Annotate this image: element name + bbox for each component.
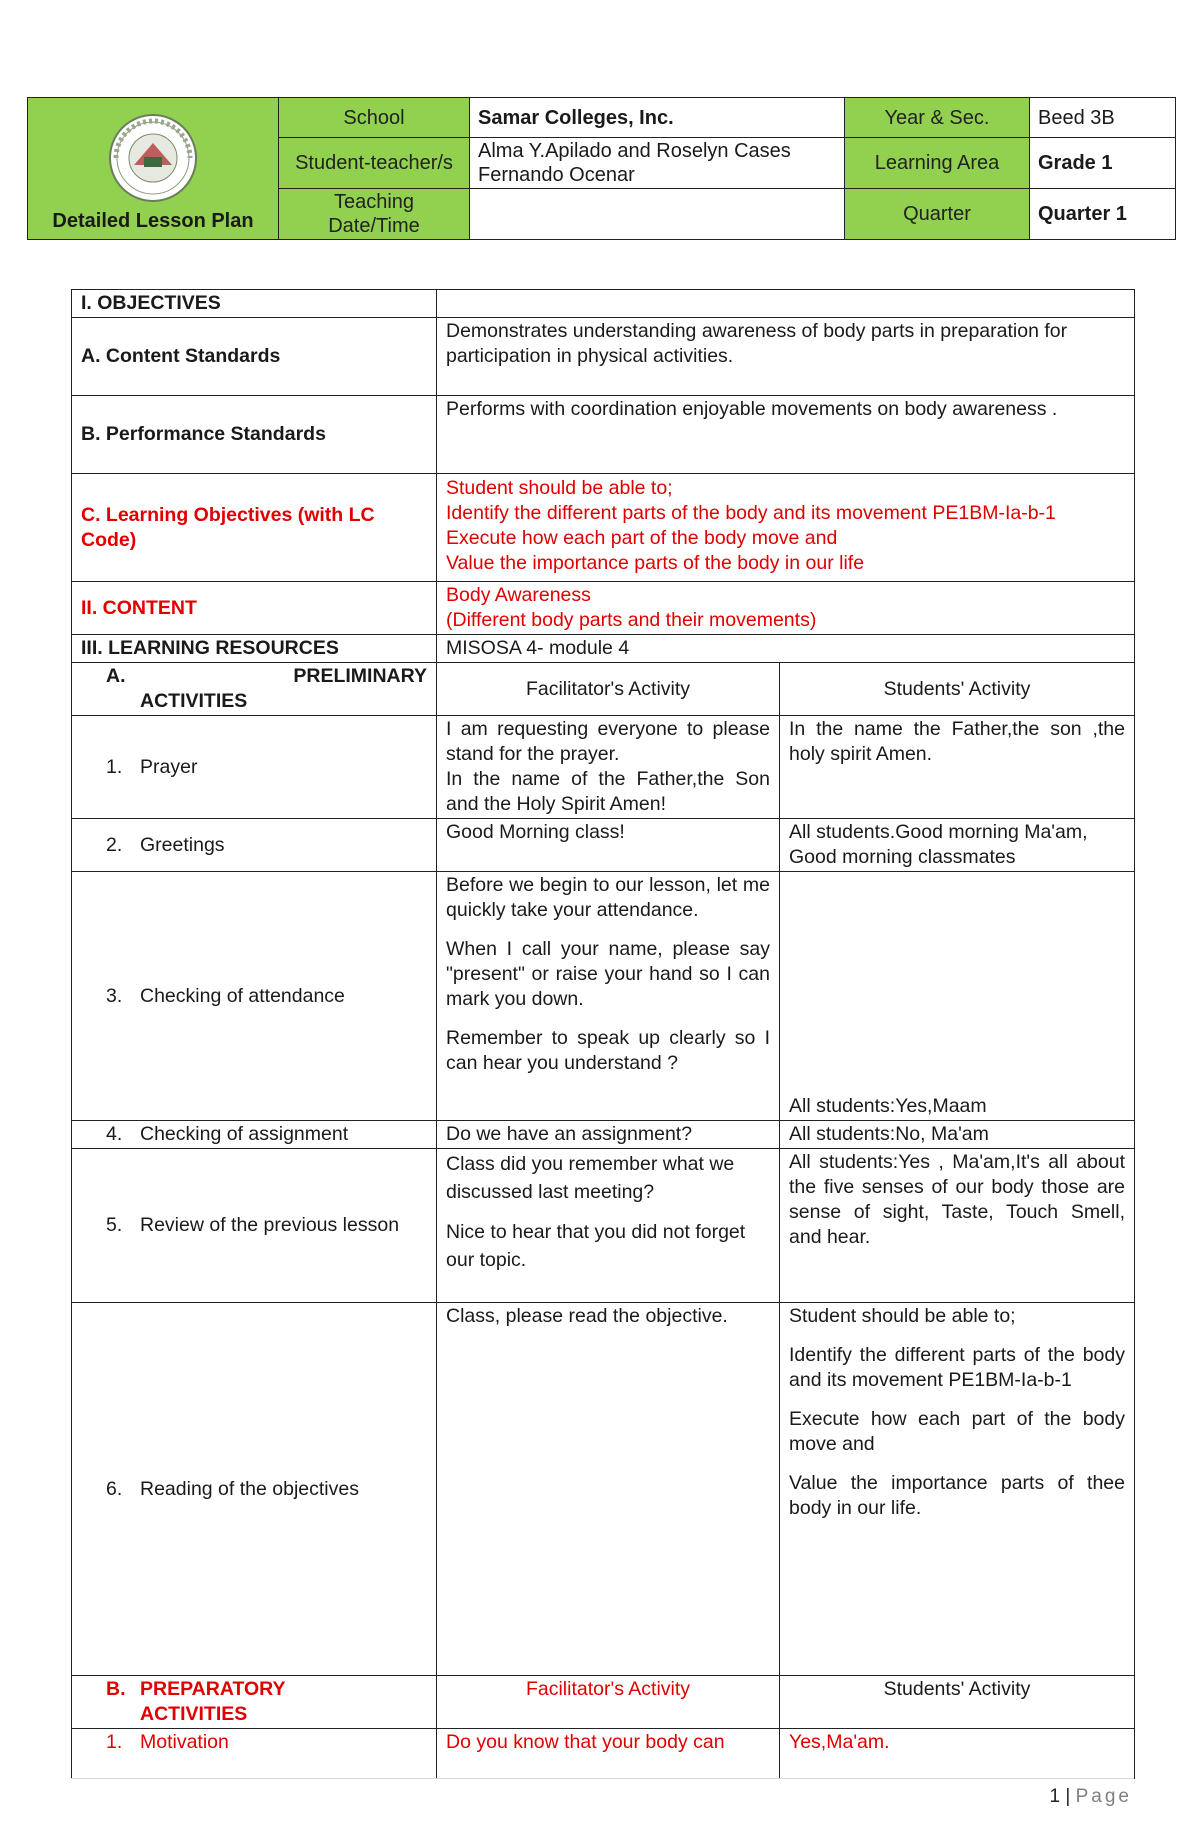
lesson-plan-header: [27, 97, 1176, 240]
facilitator-activity: Do we have an assignment?: [437, 1121, 780, 1149]
learning-objective-line: Execute how each part of the body move and: [446, 527, 838, 549]
preliminary-heading: [72, 663, 437, 716]
content-topic: Body Awareness: [446, 584, 591, 606]
objectives-heading-blank: [437, 290, 1135, 318]
facilitator-activity: Class did you remember what we discussed last meeting? Nice to hear that you did not forget our topic.: [437, 1149, 780, 1303]
teaching-date-label: Teaching Date/Time: [279, 189, 470, 240]
performance-standards-label: B. Performance Standards: [72, 396, 437, 474]
preliminary-heading-word2: ACTIVITIES: [140, 690, 248, 712]
students-activity: Student should be able to; Identify the different parts of the body and its movement PE1BM-Ia-b-1 Execute how each part of the body move and Value the importance parts of thee body in our life.: [780, 1303, 1135, 1676]
page-separator: |: [1065, 1786, 1071, 1807]
year-section-label: Year & Sec.: [845, 98, 1030, 138]
student-teacher-label: Student-teacher/s: [279, 138, 470, 189]
facilitator-activity: I am requesting everyone to please stand for the prayer. In the name of the Father,the Son and the Holy Spirit Amen!: [437, 716, 780, 819]
page-footer: [1050, 1786, 1132, 1808]
table-row: [72, 716, 1135, 819]
activity-label: 1. Prayer: [72, 716, 437, 819]
document-title: Detailed Lesson Plan: [52, 210, 254, 232]
table-row: [72, 819, 1135, 872]
objectives-heading: I. OBJECTIVES: [72, 290, 437, 318]
preparatory-facilitator-header: Facilitator's Activity: [437, 1676, 780, 1729]
quarter-label: Quarter: [845, 189, 1030, 240]
motivation-students: Yes,Ma'am.: [780, 1729, 1135, 1779]
preliminary-heading-letter: A.: [106, 665, 126, 687]
teaching-date-value: [470, 189, 845, 240]
facilitator-activity: Good Morning class!: [437, 819, 780, 872]
table-row: [72, 1149, 1135, 1303]
learning-objective-line: Identify the different parts of the body and its movement PE1BM-Ia-b-1: [446, 502, 1056, 524]
students-activity: All students:Yes , Ma'am,It's all about the five senses of our body those are sense of sight, Taste, Touch Smell, and hear.: [780, 1149, 1135, 1303]
learning-area-value: Grade 1: [1030, 138, 1176, 189]
preparatory-students-header: Students' Activity: [780, 1676, 1135, 1729]
activity-label: 5. Review of the previous lesson: [72, 1149, 437, 1303]
motivation-label: 1. Motivation: [72, 1729, 437, 1779]
activity-label: 2. Greetings: [72, 819, 437, 872]
performance-standards-value: Performs with coordination enjoyable movements on body awareness .: [437, 396, 1135, 474]
table-row: [72, 1303, 1135, 1676]
activity-label: 3. Checking of attendance: [72, 872, 437, 1121]
student-teacher-value: Alma Y.Apilado and Roselyn Cases Fernando Ocenar: [470, 138, 845, 189]
content-value: [437, 582, 1135, 635]
content-heading: II. CONTENT: [72, 582, 437, 635]
learning-objective-line: Student should be able to;: [446, 477, 673, 499]
content-standards-value: Demonstrates understanding awareness of body parts in preparation for participation in physical activities.: [437, 318, 1135, 396]
table-row: [72, 1121, 1135, 1149]
logo-cell: [28, 98, 279, 240]
activity-label: 4. Checking of assignment: [72, 1121, 437, 1149]
preparatory-heading: B. PREPARATORY ACTIVITIES: [72, 1676, 437, 1729]
learning-resources-value: MISOSA 4- module 4: [437, 635, 1135, 663]
facilitator-activity: Class, please read the objective.: [437, 1303, 780, 1676]
year-section-value: Beed 3B: [1030, 98, 1176, 138]
learning-objectives-label: C. Learning Objectives (with LC Code): [72, 474, 437, 582]
page-word: Page: [1075, 1786, 1132, 1807]
footer-divider: [71, 1778, 1134, 1779]
students-activity: All students:No, Ma'am: [780, 1121, 1135, 1149]
school-label: School: [279, 98, 470, 138]
students-activity: All students:Yes,Maam: [780, 872, 1135, 1121]
college-seal-icon: [94, 113, 212, 203]
facilitator-activity: Before we begin to our lesson, let me quickly take your attendance. When I call your name, please say "present" or raise your hand so I can mark you down. Remember to speak up clearly so I can hear you understand ?: [437, 872, 780, 1121]
learning-area-label: Learning Area: [845, 138, 1030, 189]
learning-objective-line: Value the importance parts of the body in our life: [446, 552, 865, 574]
table-row: [72, 1729, 1135, 1779]
page-number: 1: [1049, 1786, 1061, 1807]
content-subtopic: (Different body parts and their movements): [446, 609, 817, 631]
lesson-plan-body: [71, 289, 1135, 1779]
table-row: [72, 872, 1135, 1121]
facilitator-activity-header: Facilitator's Activity: [437, 663, 780, 716]
students-activity-header: Students' Activity: [780, 663, 1135, 716]
preliminary-heading-word: PRELIMINARY: [293, 665, 427, 687]
quarter-value: Quarter 1: [1030, 189, 1176, 240]
content-standards-label: A. Content Standards: [72, 318, 437, 396]
school-value: Samar Colleges, Inc.: [470, 98, 845, 138]
students-activity: All students.Good morning Ma'am, Good morning classmates: [780, 819, 1135, 872]
motivation-facilitator: Do you know that your body can: [437, 1729, 780, 1779]
activity-label: 6. Reading of the objectives: [72, 1303, 437, 1676]
students-activity: In the name the Father,the son ,the holy spirit Amen.: [780, 716, 1135, 819]
learning-objectives-value: [437, 474, 1135, 582]
learning-resources-heading: III. LEARNING RESOURCES: [72, 635, 437, 663]
